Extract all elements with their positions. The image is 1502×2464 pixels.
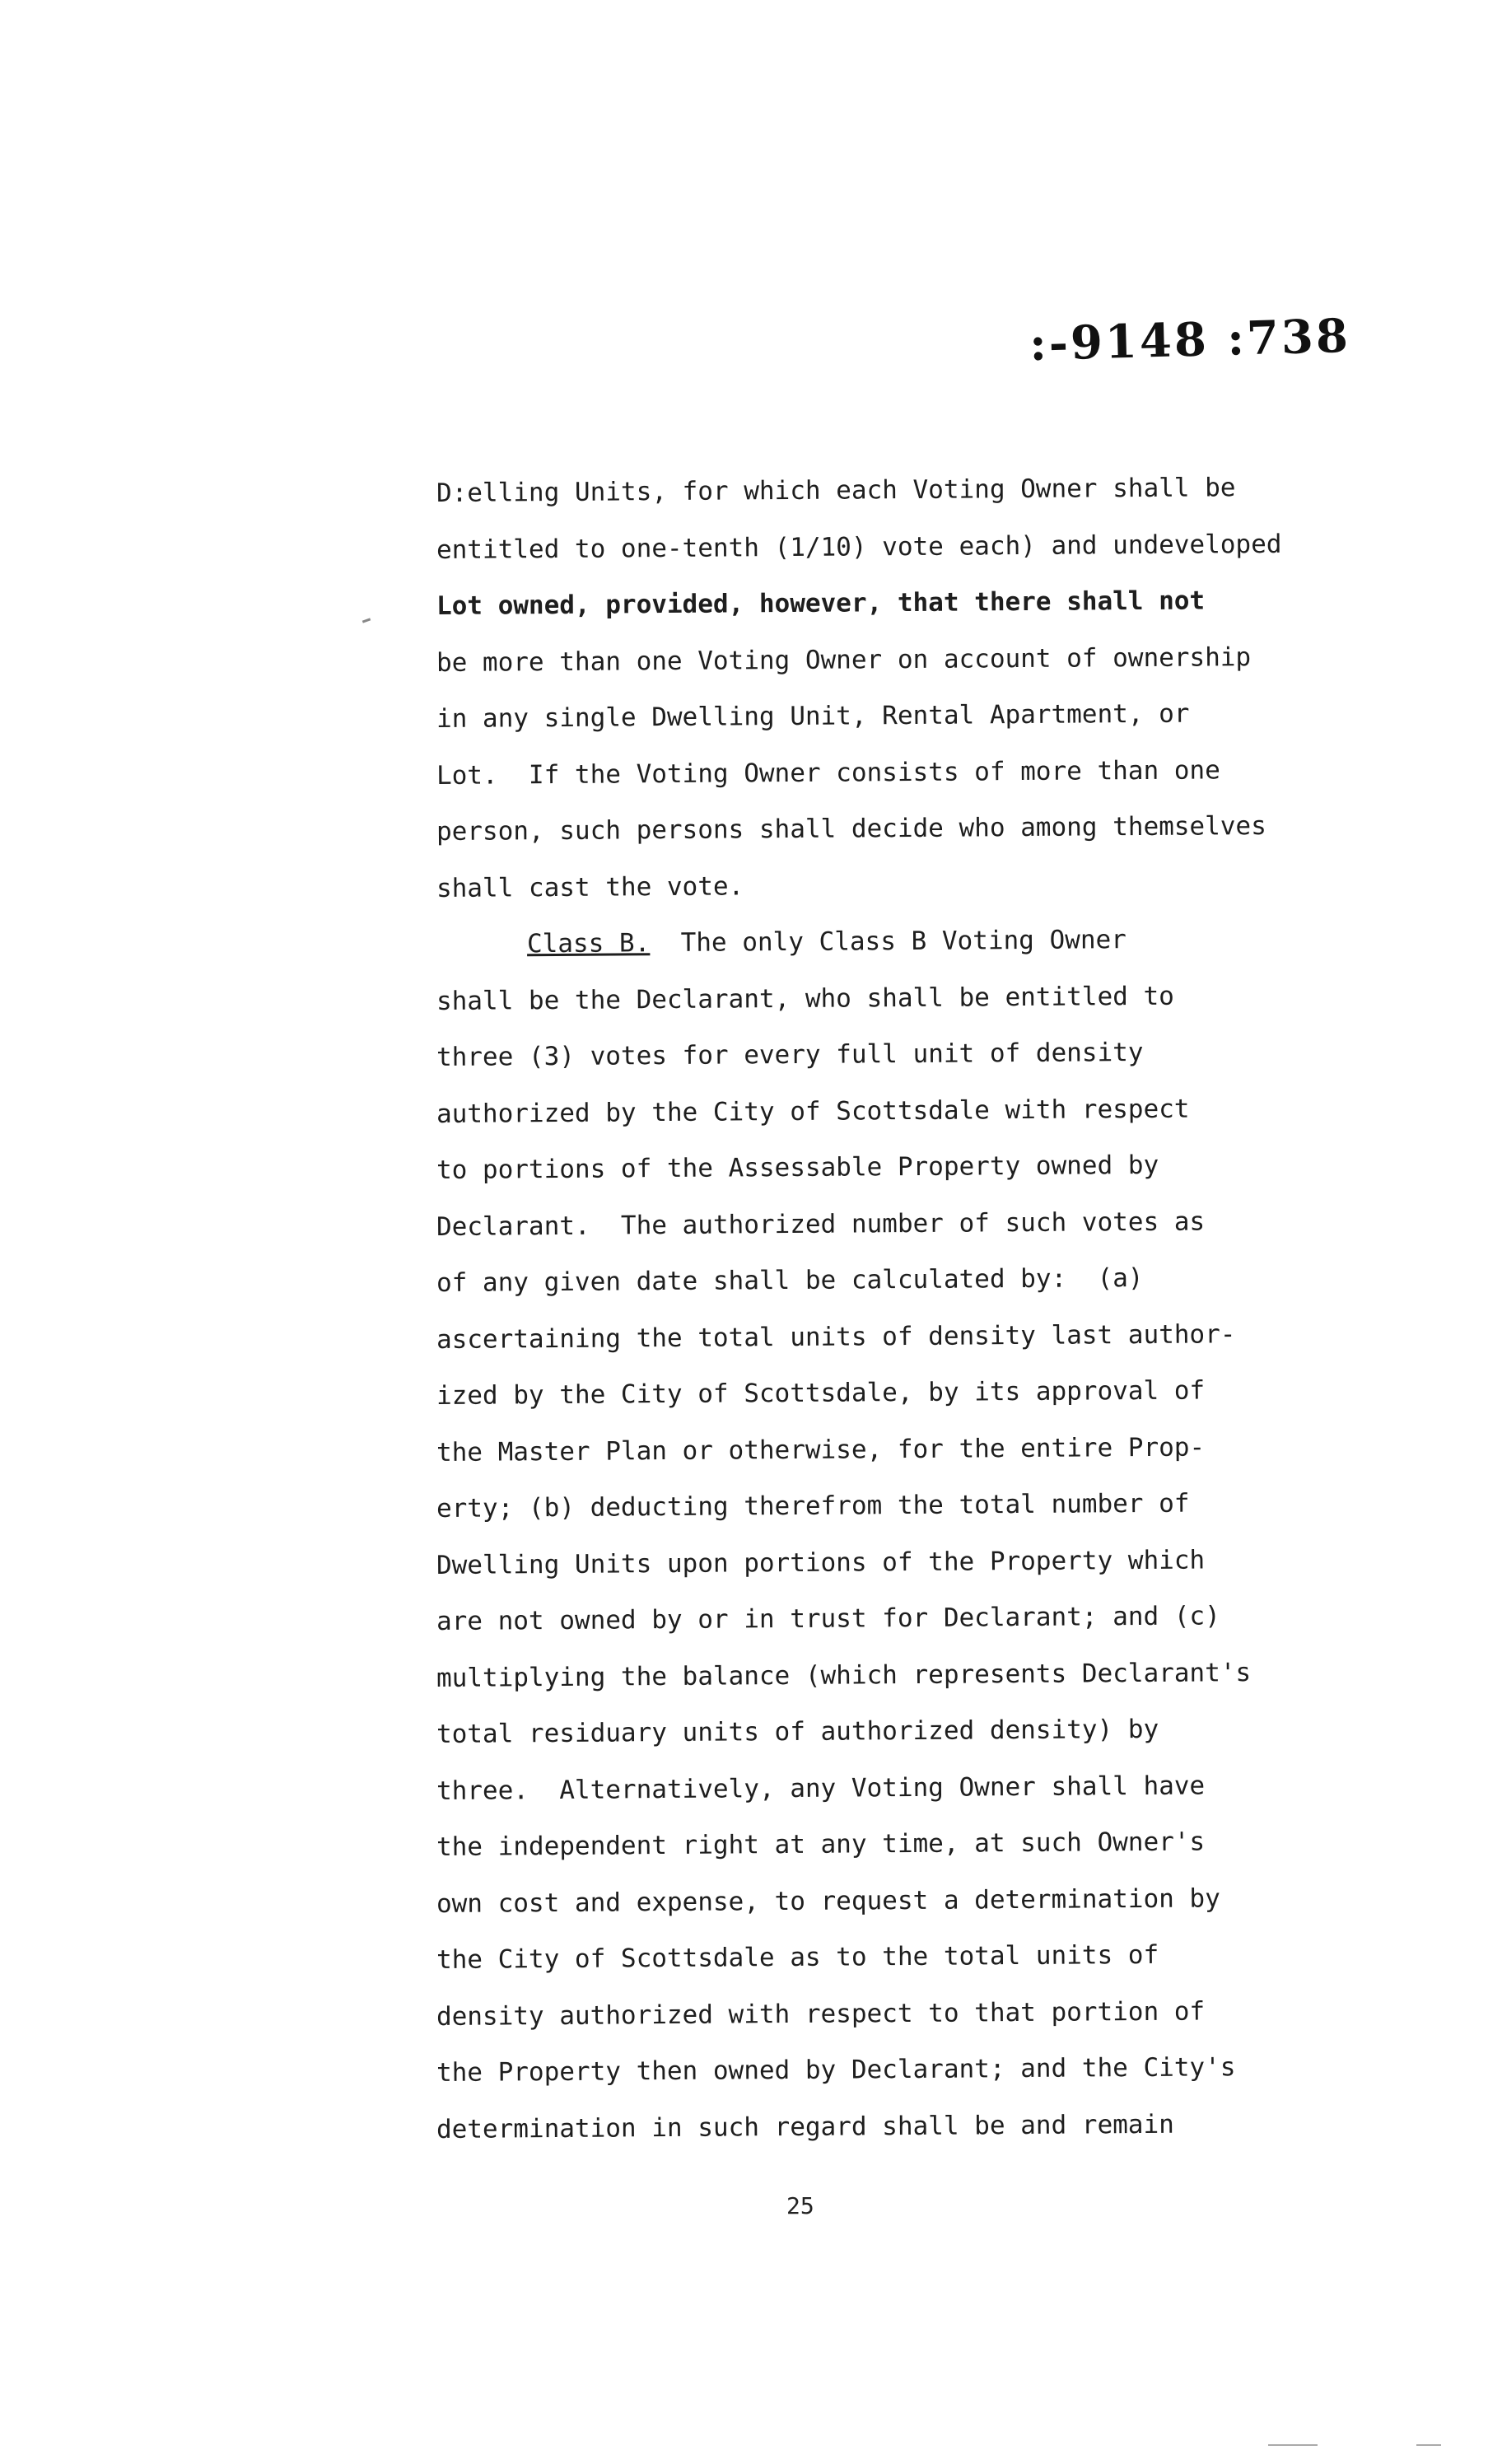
text-line-5: in any single Dwelling Unit, Rental Apartment, or	[436, 698, 1190, 734]
text-line-14: Declarant. The authorized number of such votes as	[436, 1206, 1206, 1242]
text-line-13: to portions of the Assessable Property owned by	[436, 1150, 1159, 1185]
text-line-18: the Master Plan or otherwise, for the entire Prop-	[436, 1431, 1206, 1468]
text-line-26: own cost and expense, to request a determination by	[436, 1883, 1220, 1919]
text-line-30: determination in such regard shall be and remain	[436, 2109, 1174, 2144]
text-line-15: of any given date shall be calculated by: (a)	[436, 1263, 1144, 1298]
text-line-16: ascertaining the total units of density last author-	[436, 1318, 1236, 1355]
text-line-24: three. Alternatively, any Voting Owner shall have	[436, 1770, 1206, 1806]
scan-artifact	[1416, 2444, 1441, 2446]
text-line-25: the independent right at any time, at such Owner's	[436, 1827, 1206, 1862]
class-b-line	[436, 910, 1408, 973]
text-line-11: three (3) votes for every full unit of density	[436, 1038, 1144, 1072]
text-line-19: erty; (b) deducting therefrom the total number of	[436, 1488, 1190, 1524]
margin-mark	[362, 618, 371, 623]
text-line-28: density authorized with respect to that portion of	[436, 1995, 1206, 2032]
text-line-6: Lot. If the Voting Owner consists of more than one	[436, 754, 1220, 791]
text-line-27: the City of Scottsdale as to the total units of	[436, 1939, 1159, 1975]
text-line-12: authorized by the City of Scottsdale with respect	[436, 1094, 1190, 1129]
text-line-2: entitled to one-tenth (1/10) vote each) and undeveloped	[436, 529, 1282, 565]
text-line-10: shall be the Declarant, who shall be entitled to	[436, 981, 1174, 1016]
text-line-21: are not owned by or in trust for Declarant; and (c)	[436, 1601, 1220, 1636]
text-line-23: total residuary units of authorized density) by	[436, 1714, 1159, 1749]
page-number: 25	[786, 2192, 814, 2219]
text-line-4: be more than one Voting Owner on account of ownership	[436, 642, 1252, 678]
text-line-7: person, such persons shall decide who among themselves	[436, 810, 1266, 847]
text-line-22: multiplying the balance (which represents Declarant's	[436, 1657, 1252, 1693]
class-b-line-rest: The only Class B Voting Owner	[650, 925, 1126, 959]
class-b-heading: Class B.	[526, 928, 651, 959]
docket-reference-number: :-9148 :738	[1029, 308, 1351, 372]
scan-artifact	[1268, 2444, 1318, 2446]
document-body	[436, 465, 1408, 2158]
text-line-17: ized by the City of Scottsdale, by its approval of	[436, 1375, 1206, 1411]
text-line-20: Dwelling Units upon portions of the Property which	[436, 1544, 1206, 1580]
text-line-29: the Property then owned by Declarant; and the City's	[436, 2052, 1236, 2088]
text-line-3: Lot owned, provided, however, that there shall not	[436, 586, 1206, 621]
text-line-1: D:elling Units, for which each Voting Owner shall be	[436, 473, 1236, 508]
text-line-8: shall cast the vote.	[436, 870, 744, 903]
